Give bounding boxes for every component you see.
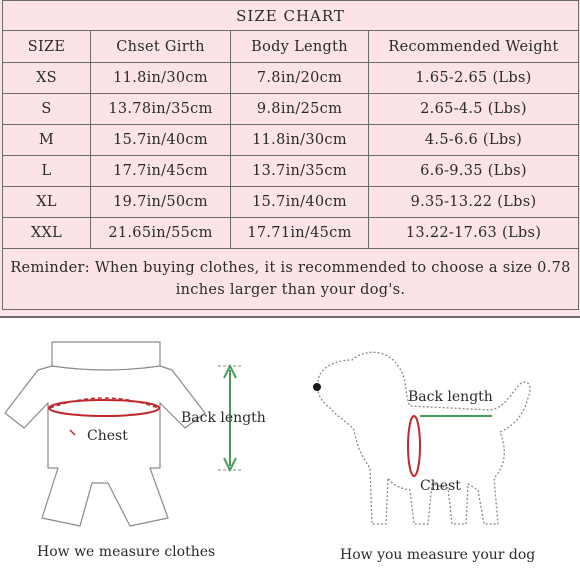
size-cell: XS [3, 63, 91, 94]
chest-girth-cell: 13.78in/35cm [91, 94, 231, 125]
header-chest-girth: Chset Girth [91, 31, 231, 63]
table-row [3, 218, 579, 249]
clothes-chest-label: Chest [87, 428, 128, 444]
size-cell: M [3, 125, 91, 156]
size-cell: L [3, 156, 91, 187]
header-row [3, 31, 579, 63]
table-row [3, 156, 579, 187]
clothes-diagram [5, 342, 266, 560]
size-cell: S [3, 94, 91, 125]
chest-girth-cell: 11.8in/30cm [91, 63, 231, 94]
body-length-cell: 11.8in/30cm [231, 125, 369, 156]
size-cell: XXL [3, 218, 91, 249]
chest-pointer [70, 430, 75, 435]
dog-chest-girth-line [408, 416, 420, 476]
table-row [3, 94, 579, 125]
reminder-note: Reminder: When buying clothes, it is recommended to choose a size 0.78 inches larger than your dog's. [3, 249, 579, 310]
measurement-diagrams [0, 318, 580, 580]
collar-icon [52, 366, 160, 370]
size-cell: XL [3, 187, 91, 218]
body-length-cell: 17.71in/45cm [231, 218, 369, 249]
chart-title: SIZE CHART [3, 1, 579, 31]
chest-girth-cell: 17.7in/45cm [91, 156, 231, 187]
chest-girth-cell: 19.7in/50cm [91, 187, 231, 218]
dog-silhouette-icon [318, 352, 530, 524]
weight-cell: 9.35-13.22 (Lbs) [369, 187, 579, 218]
dog-chest-label: Chest [420, 478, 461, 494]
body-length-cell: 15.7in/40cm [231, 187, 369, 218]
table-row [3, 63, 579, 94]
dog-diagram [313, 352, 535, 563]
size-table [2, 0, 579, 310]
table-row [3, 125, 579, 156]
body-length-cell: 9.8in/25cm [231, 94, 369, 125]
header-size: SIZE [3, 31, 91, 63]
weight-cell: 2.65-4.5 (Lbs) [369, 94, 579, 125]
dog-nose-icon [313, 383, 321, 391]
chest-girth-cell: 15.7in/40cm [91, 125, 231, 156]
clothes-back-length-label: Back length [181, 410, 266, 426]
body-length-cell: 13.7in/35cm [231, 156, 369, 187]
weight-cell: 4.5-6.6 (Lbs) [369, 125, 579, 156]
clothes-caption: How we measure clothes [37, 544, 216, 560]
dog-back-length-label: Back length [408, 389, 493, 405]
body-length-cell: 7.8in/20cm [231, 63, 369, 94]
weight-cell: 6.6-9.35 (Lbs) [369, 156, 579, 187]
weight-cell: 13.22-17.63 (Lbs) [369, 218, 579, 249]
chest-girth-cell: 21.65in/55cm [91, 218, 231, 249]
dog-caption: How you measure your dog [340, 547, 536, 563]
header-body-length: Body Length [231, 31, 369, 63]
header-recommended-weight: Recommended Weight [369, 31, 579, 63]
table-row [3, 187, 579, 218]
weight-cell: 1.65-2.65 (Lbs) [369, 63, 579, 94]
